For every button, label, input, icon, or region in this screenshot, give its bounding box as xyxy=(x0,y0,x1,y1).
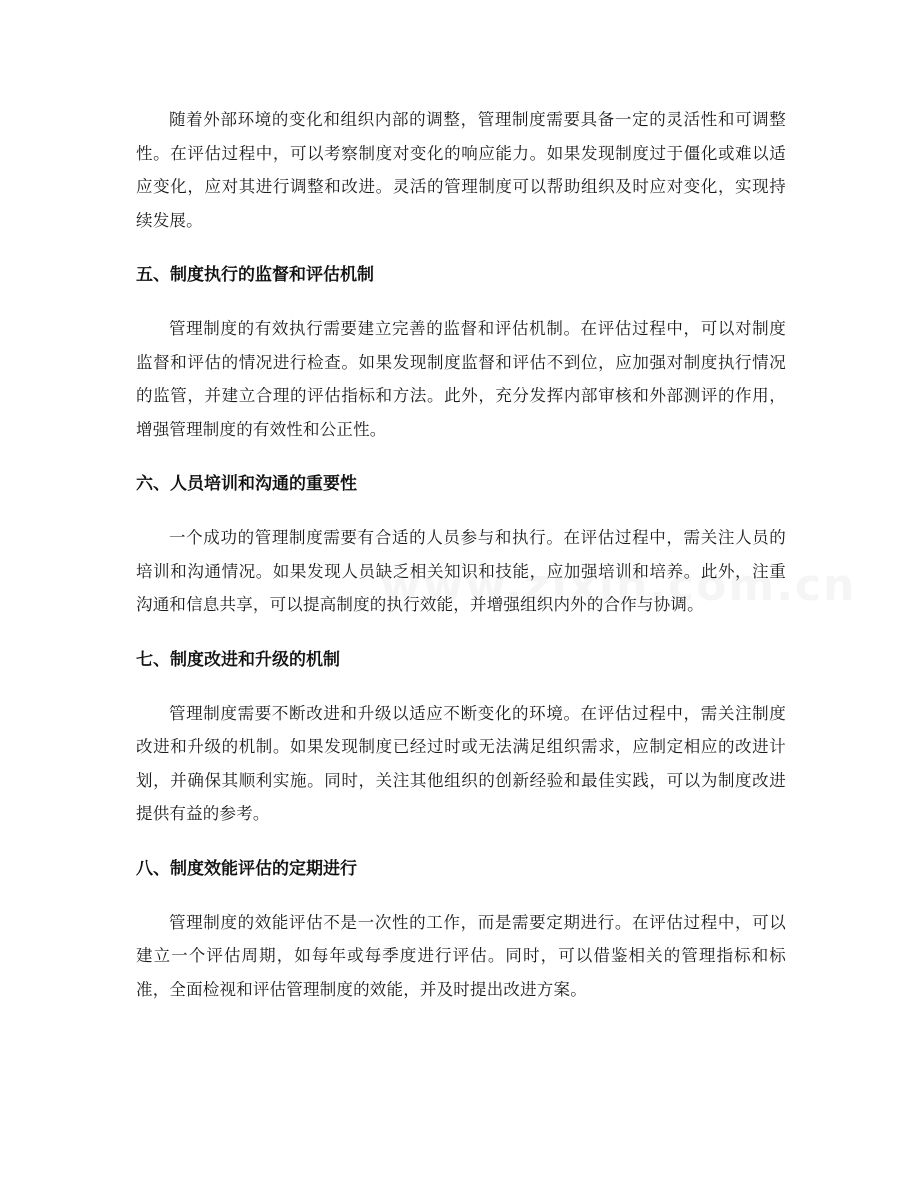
paragraph-flexibility: 随着外部环境的变化和组织内部的调整，管理制度需要具备一定的灵活性和可调整性。在评估过程中，可以考察制度对变化的响应能力。如果发现制度过于僵化或难以适应变化，应对其进行调整和改进。灵活的管理制度可以帮助组织及时应对变化，实现持续发展。 xyxy=(136,110,786,230)
paragraph-section-6: 一个成功的管理制度需要有合适的人员参与和执行。在评估过程中，需关注人员的培训和沟通情况。如果发现人员缺乏相关知识和技能，应加强培训和培养。此外，注重沟通和信息共享，可以提高制度的执行效能，并增强组织内外的合作与协调。 xyxy=(136,528,786,614)
paragraph-section-8: 管理制度的效能评估不是一次性的工作，而是需要定期进行。在评估过程中，可以建立一个评估周期，如每年或每季度进行评估。同时，可以借鉴相关的管理指标和标准，全面检视和评估管理制度的效能，并及时提出改进方案。 xyxy=(136,912,786,999)
paragraph-section-7: 管理制度需要不断改进和升级以适应不断变化的环境。在评估过程中，需关注制度改进和升级的机制。如果发现制度已经过时或无法满足组织需求，应制定相应的改进计划，并确保其顺利实施。同时，关注其他组织的创新经验和最佳实践，可以为制度改进提供有益的参考。 xyxy=(136,703,786,823)
heading-section-6: 六、人员培训和沟通的重要性 xyxy=(136,474,357,494)
heading-section-8: 八、制度效能评估的定期进行 xyxy=(136,858,357,879)
heading-section-5: 五、制度执行的监督和评估机制 xyxy=(136,265,374,285)
document-body xyxy=(136,103,786,1006)
paragraph-section-5: 管理制度的有效执行需要建立完善的监督和评估机制。在评估过程中，可以对制度监督和评估的情况进行检查。如果发现制度监督和评估不到位，应加强对制度执行情况的监管，并建立合理的评估指标和方法。此外，充分发挥内部审核和外部测评的作用，增强管理制度的有效性和公正性。 xyxy=(136,319,786,439)
heading-section-7: 七、制度改进和升级的机制 xyxy=(136,649,340,670)
